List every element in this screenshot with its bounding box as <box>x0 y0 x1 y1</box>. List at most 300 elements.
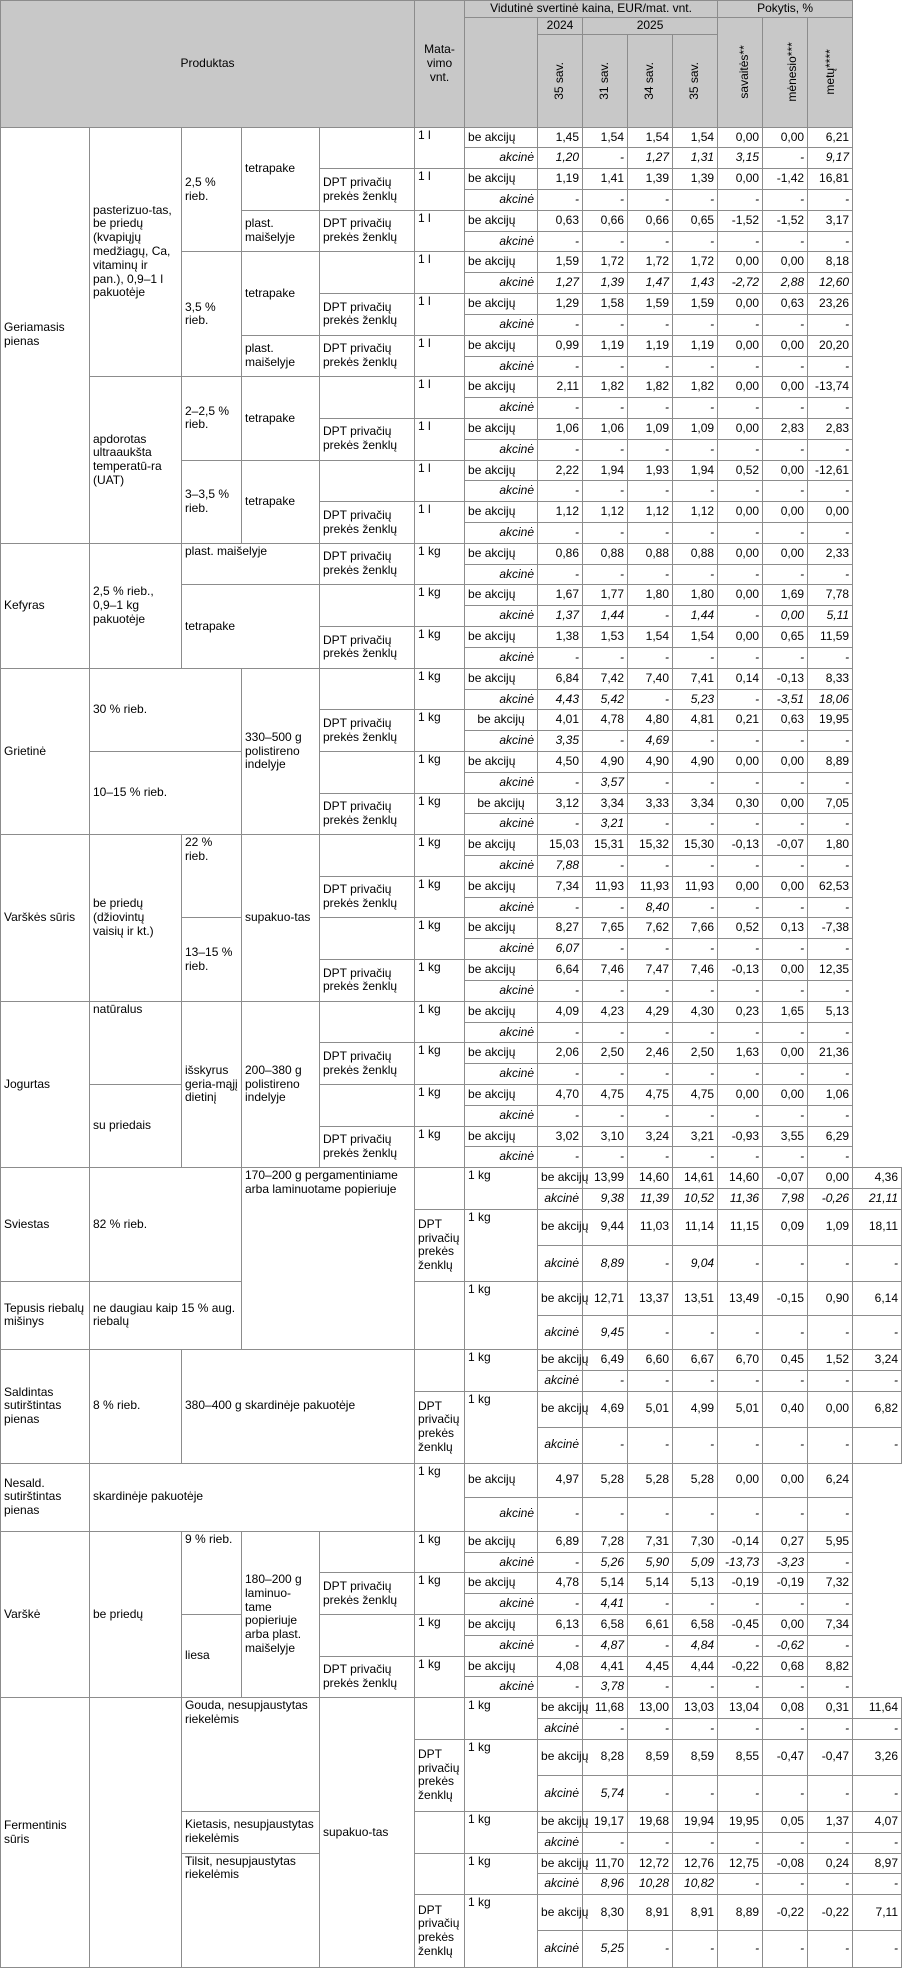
price-value: 4,69 <box>628 731 673 752</box>
price-value: 15,31 <box>583 835 628 856</box>
brand-cell: DPT privačių prekės ženklų <box>415 1739 465 1811</box>
price-value: 5,42 <box>583 689 628 710</box>
change-value: 0,00 <box>763 1084 808 1105</box>
brand-cell <box>320 127 415 169</box>
change-value: - <box>763 564 808 585</box>
change-value: - <box>718 1677 763 1698</box>
price-value: 8,91 <box>673 1895 718 1931</box>
price-value: - <box>628 1497 673 1531</box>
price-value: 8,30 <box>583 1895 628 1931</box>
change-value: 7,78 <box>808 585 853 606</box>
price-value: - <box>718 1245 763 1281</box>
brand-cell <box>320 1001 415 1043</box>
unit-cell: 1 l <box>415 335 465 377</box>
change-value: 0,00 <box>718 627 763 648</box>
unit-cell: 1 kg <box>415 960 465 1002</box>
brand-cell: DPT privačių prekės ženklų <box>320 793 415 835</box>
price-value: - <box>628 856 673 877</box>
change-value: 8,97 <box>853 1853 902 1874</box>
change-value: -0,26 <box>808 1189 853 1210</box>
price-value: 0,63 <box>538 210 583 231</box>
price-type-regular: be akcijų <box>465 1043 538 1064</box>
price-value: 0,88 <box>583 543 628 564</box>
package: plast. maišelyje <box>182 543 320 585</box>
table-row <box>1 1084 902 1105</box>
price-value: - <box>673 1594 718 1615</box>
price-value: - <box>628 1105 673 1126</box>
price-type-promo: akcinė <box>538 1874 583 1895</box>
brand-cell <box>320 668 415 710</box>
product-desc: Tilsit, nesupjaustytas riekelėmis <box>182 1853 320 1967</box>
price-value: 4,80 <box>628 710 673 731</box>
price-type-promo: akcinė <box>538 1832 583 1853</box>
price-type-regular: be akcijų <box>465 668 538 689</box>
fat-content: 2–2,5 % rieb. <box>182 377 242 460</box>
price-value: 1,06 <box>583 418 628 439</box>
price-value: 1,09 <box>673 418 718 439</box>
price-type-promo: akcinė <box>465 231 538 252</box>
price-value: - <box>583 731 628 752</box>
price-value: - <box>583 1370 628 1391</box>
change-value: 6,24 <box>808 1463 853 1497</box>
price-value: - <box>538 1497 583 1531</box>
change-value: -12,61 <box>808 460 853 481</box>
price-value: 5,28 <box>583 1463 628 1497</box>
unit-cell: 1 kg <box>465 1853 538 1895</box>
group-name: Geriamasis pienas <box>1 127 90 543</box>
change-value: 0,40 <box>763 1391 808 1427</box>
price-value: 7,46 <box>583 960 628 981</box>
price-value: - <box>538 231 583 252</box>
price-value: - <box>583 356 628 377</box>
price-type-promo: akcinė <box>465 1635 538 1656</box>
change-value: 0,00 <box>763 1043 808 1064</box>
price-value: - <box>538 398 583 419</box>
table-row <box>1 1281 902 1315</box>
price-value: - <box>628 1370 673 1391</box>
header-unit: Mata- vimo vnt. <box>415 1 465 128</box>
price-value: 4,81 <box>673 710 718 731</box>
price-value: 10,82 <box>673 1874 718 1895</box>
price-value: 8,96 <box>583 1874 628 1895</box>
change-value: 6,29 <box>808 1126 853 1147</box>
change-value: 7,05 <box>808 793 853 814</box>
price-value: 5,28 <box>673 1463 718 1497</box>
change-value: - <box>853 1245 902 1281</box>
change-value: - <box>763 1594 808 1615</box>
price-value: - <box>628 231 673 252</box>
brand-cell: DPT privačių prekės ženklų <box>320 210 415 252</box>
table-row <box>1 1698 902 1719</box>
price-value: 6,67 <box>673 1349 718 1370</box>
change-value: 0,21 <box>718 710 763 731</box>
price-type-regular: be akcijų <box>465 835 538 856</box>
price-value: - <box>673 1719 718 1740</box>
change-value: 5,95 <box>808 1531 853 1552</box>
price-value: - <box>628 814 673 835</box>
price-value: 8,27 <box>538 918 583 939</box>
change-value: -0,13 <box>718 835 763 856</box>
change-value: - <box>718 481 763 502</box>
price-type-promo: akcinė <box>465 356 538 377</box>
header-change-group: Pokytis, % <box>718 1 853 18</box>
change-value: 0,45 <box>763 1349 808 1370</box>
price-value: - <box>673 647 718 668</box>
price-value: - <box>673 814 718 835</box>
unit-cell: 1 kg <box>465 1895 538 1968</box>
table-row <box>1 1463 902 1497</box>
price-value: - <box>538 190 583 211</box>
group-name: Jogurtas <box>1 1001 90 1168</box>
package: 180–200 g laminuo-tame popieriuje arba plast. maišelyje <box>242 1531 320 1698</box>
price-type-regular: be akcijų <box>465 1656 538 1677</box>
change-value: - <box>808 439 853 460</box>
change-value: - <box>718 980 763 1001</box>
change-value: - <box>853 1931 902 1968</box>
price-value: 1,54 <box>673 627 718 648</box>
change-value: 0,00 <box>763 751 808 772</box>
package: tetrapake <box>242 127 320 210</box>
price-value: - <box>583 856 628 877</box>
package: plast. maišelyje <box>242 210 320 252</box>
price-value: - <box>673 1147 718 1168</box>
unit-cell: 1 kg <box>415 1656 465 1698</box>
price-type-regular: be akcijų <box>465 585 538 606</box>
change-value: - <box>808 356 853 377</box>
change-value: - <box>763 1931 808 1968</box>
price-value: - <box>538 1022 583 1043</box>
change-value: - <box>718 523 763 544</box>
price-value: - <box>673 1022 718 1043</box>
price-value: 15,32 <box>628 835 673 856</box>
price-value: 3,33 <box>628 793 673 814</box>
price-value: 1,72 <box>628 252 673 273</box>
change-value: -0,07 <box>763 1168 808 1189</box>
price-value: 5,01 <box>628 1391 673 1427</box>
price-value: 7,30 <box>673 1531 718 1552</box>
change-value: - <box>763 231 808 252</box>
price-type-promo: akcinė <box>538 1245 583 1281</box>
price-value: 19,94 <box>673 1811 718 1832</box>
brand-cell <box>320 460 415 502</box>
price-type-promo: akcinė <box>465 398 538 419</box>
price-value: - <box>718 1427 763 1463</box>
price-type-promo: akcinė <box>465 1594 538 1615</box>
change-value: - <box>763 1832 808 1853</box>
price-value: - <box>673 1427 718 1463</box>
fat-content: 82 % rieb. <box>90 1168 242 1282</box>
package: 170–200 g pergamentiniame arba laminuotame popieriuje <box>242 1168 415 1350</box>
price-value: 2,11 <box>538 377 583 398</box>
group-name: Fermentinis sūris <box>1 1698 90 1968</box>
price-value: 1,53 <box>583 627 628 648</box>
price-value: 19,68 <box>628 1811 673 1832</box>
unit-cell: 1 kg <box>465 1739 538 1811</box>
unit-cell: 1 l <box>415 294 465 336</box>
brand-cell <box>320 1531 415 1573</box>
price-type-regular: be akcijų <box>465 1126 538 1147</box>
price-value: - <box>538 897 583 918</box>
change-value: 7,32 <box>808 1573 853 1594</box>
change-value: -0,13 <box>718 960 763 981</box>
price-type-promo: akcinė <box>538 1189 583 1210</box>
price-value: - <box>628 939 673 960</box>
change-value: - <box>718 564 763 585</box>
change-value: 18,06 <box>808 689 853 710</box>
price-value: 1,59 <box>673 294 718 315</box>
brand-cell: DPT privačių prekės ženklų <box>320 1656 415 1698</box>
price-value: 1,94 <box>673 460 718 481</box>
change-value: - <box>763 1315 808 1349</box>
change-value: -13,74 <box>808 377 853 398</box>
brand-cell: DPT privačių prekės ženklų <box>320 876 415 918</box>
change-value: 0,00 <box>763 502 808 523</box>
price-value: - <box>673 481 718 502</box>
unit-cell: 1 l <box>415 460 465 502</box>
change-value: 0,00 <box>763 606 808 627</box>
change-value: - <box>763 1064 808 1085</box>
price-value: - <box>583 231 628 252</box>
change-value: 0,31 <box>808 1698 853 1719</box>
price-value: 5,74 <box>583 1775 628 1811</box>
price-value: - <box>718 1370 763 1391</box>
price-type-regular: be akcijų <box>465 1084 538 1105</box>
price-value: - <box>538 1594 583 1615</box>
package: skardinėje pakuotėje <box>90 1463 415 1531</box>
brand-cell <box>320 1084 415 1126</box>
price-value: 11,03 <box>628 1209 673 1245</box>
table-row <box>1 1168 902 1189</box>
brand-cell: DPT privačių prekės ženklų <box>415 1895 465 1968</box>
price-value: - <box>718 1931 763 1968</box>
price-type-regular: be akcijų <box>538 1391 583 1427</box>
change-value: 1,09 <box>808 1209 853 1245</box>
change-value: 7,34 <box>808 1614 853 1635</box>
price-value: - <box>538 814 583 835</box>
price-value: - <box>583 1719 628 1740</box>
change-value: 9,17 <box>808 148 853 169</box>
price-value: 6,58 <box>583 1614 628 1635</box>
brand-cell <box>320 751 415 793</box>
change-value: 0,00 <box>718 751 763 772</box>
change-value: 0,00 <box>718 335 763 356</box>
change-value: 0,90 <box>808 1281 853 1315</box>
price-type-promo: akcinė <box>465 939 538 960</box>
change-value: - <box>718 1594 763 1615</box>
change-value: 2,83 <box>808 418 853 439</box>
price-value: - <box>628 772 673 793</box>
price-value: 11,68 <box>583 1698 628 1719</box>
price-value: - <box>673 1497 718 1531</box>
price-type-promo: akcinė <box>538 1775 583 1811</box>
price-value: 1,06 <box>538 418 583 439</box>
change-value: 2,88 <box>763 273 808 294</box>
change-value: - <box>718 398 763 419</box>
price-type-promo: akcinė <box>465 1022 538 1043</box>
price-type-regular: be akcijų <box>538 1209 583 1245</box>
brand-cell: DPT privačių prekės ženklų <box>415 1209 465 1281</box>
change-value: 7,98 <box>763 1189 808 1210</box>
price-value: 4,23 <box>583 1001 628 1022</box>
price-value: 4,29 <box>628 1001 673 1022</box>
change-value: - <box>763 356 808 377</box>
price-value: - <box>538 439 583 460</box>
price-type-promo: akcinė <box>538 1931 583 1968</box>
change-value: - <box>718 1497 763 1531</box>
product-desc: ne daugiau kaip 15 % aug. riebalų <box>90 1281 242 1349</box>
price-value: - <box>538 1147 583 1168</box>
change-value: - <box>808 231 853 252</box>
price-value: - <box>538 356 583 377</box>
price-value: 13,03 <box>673 1698 718 1719</box>
price-value: 1,31 <box>673 148 718 169</box>
change-value: - <box>808 1022 853 1043</box>
group-name: Sviestas <box>1 1168 90 1282</box>
header-week-34: 34 sav. <box>628 34 673 127</box>
change-value: 1,52 <box>808 1349 853 1370</box>
change-value: -2,72 <box>718 273 763 294</box>
price-value: 4,75 <box>628 1084 673 1105</box>
change-value: - <box>808 1552 853 1573</box>
price-value: 10,28 <box>628 1874 673 1895</box>
price-type-promo: akcinė <box>465 481 538 502</box>
change-value: - <box>718 356 763 377</box>
price-value: 1,41 <box>583 169 628 190</box>
price-type-regular: be akcijų <box>465 1001 538 1022</box>
change-value: -13,73 <box>718 1552 763 1573</box>
price-value: 5,28 <box>628 1463 673 1497</box>
price-type-promo: akcinė <box>465 523 538 544</box>
change-value: 20,20 <box>808 335 853 356</box>
brand-cell <box>320 918 415 960</box>
price-value: 14,60 <box>628 1168 673 1189</box>
price-value: - <box>673 439 718 460</box>
price-value: - <box>628 1719 673 1740</box>
change-value: 1,06 <box>808 1084 853 1105</box>
price-value: - <box>673 1775 718 1811</box>
price-value: 0,88 <box>628 543 673 564</box>
price-value: 15,30 <box>673 835 718 856</box>
price-value: 1,45 <box>538 127 583 148</box>
price-type-regular: be akcijų <box>465 543 538 564</box>
change-value: 7,11 <box>853 1895 902 1931</box>
price-value: - <box>718 1874 763 1895</box>
change-value: 8,89 <box>808 751 853 772</box>
price-value: 11,39 <box>628 1189 673 1210</box>
change-value: - <box>763 772 808 793</box>
change-value: - <box>718 772 763 793</box>
price-value: 12,75 <box>718 1853 763 1874</box>
price-value: 8,91 <box>628 1895 673 1931</box>
price-value: 19,17 <box>583 1811 628 1832</box>
price-type-regular: be akcijų <box>465 127 538 148</box>
change-value: - <box>808 1315 853 1349</box>
price-value: 5,26 <box>583 1552 628 1573</box>
change-value: - <box>808 190 853 211</box>
price-value: 1,19 <box>673 335 718 356</box>
price-value: 1,54 <box>628 127 673 148</box>
brand-cell: DPT privačių prekės ženklų <box>320 627 415 669</box>
price-value: 9,04 <box>673 1245 718 1281</box>
price-type-promo: akcinė <box>465 439 538 460</box>
price-value: - <box>673 564 718 585</box>
unit-cell: 1 kg <box>415 627 465 669</box>
change-value: - <box>718 689 763 710</box>
price-value: - <box>583 439 628 460</box>
change-value: 21,11 <box>853 1189 902 1210</box>
price-value: - <box>583 1147 628 1168</box>
price-value: 1,80 <box>673 585 718 606</box>
price-value: 1,19 <box>628 335 673 356</box>
price-value: - <box>583 314 628 335</box>
price-value: - <box>673 897 718 918</box>
change-value: -0,22 <box>763 1895 808 1931</box>
price-value: 6,64 <box>538 960 583 981</box>
change-value: 0,00 <box>718 585 763 606</box>
change-value: 0,23 <box>718 1001 763 1022</box>
change-value: - <box>808 1427 853 1463</box>
fat-content: 13–15 % rieb. <box>182 918 242 1001</box>
change-value: - <box>763 1775 808 1811</box>
price-value: - <box>538 314 583 335</box>
change-value: 1,37 <box>808 1811 853 1832</box>
price-value: 1,43 <box>673 273 718 294</box>
change-value: - <box>763 1677 808 1698</box>
price-value: - <box>583 1427 628 1463</box>
price-type-regular: be akcijų <box>465 169 538 190</box>
unit-cell: 1 kg <box>415 585 465 627</box>
price-value: 3,35 <box>538 731 583 752</box>
price-value: - <box>673 1105 718 1126</box>
group-name: Saldintas sutirštintas pienas <box>1 1349 90 1463</box>
unit-cell: 1 l <box>415 169 465 211</box>
product-desc: natūralus <box>90 1001 182 1084</box>
price-type-promo: akcinė <box>465 1677 538 1698</box>
change-value: 2,33 <box>808 543 853 564</box>
price-value: 6,84 <box>538 668 583 689</box>
change-value: - <box>763 1245 808 1281</box>
price-type-promo: akcinė <box>465 1105 538 1126</box>
change-value: 0,00 <box>718 1084 763 1105</box>
change-value: - <box>763 1874 808 1895</box>
change-value: 19,95 <box>808 710 853 731</box>
group-name: Tepusis riebalų mišinys <box>1 1281 90 1349</box>
change-value: - <box>808 647 853 668</box>
brand-cell <box>320 252 415 294</box>
change-value: - <box>808 1147 853 1168</box>
unit-cell: 1 kg <box>415 751 465 793</box>
price-type-promo: akcinė <box>465 314 538 335</box>
price-value: - <box>628 398 673 419</box>
change-value: - <box>763 897 808 918</box>
change-value: 0,00 <box>718 252 763 273</box>
brand-cell <box>320 585 415 627</box>
change-value: 0,08 <box>763 1698 808 1719</box>
price-value: 1,19 <box>538 169 583 190</box>
price-value: 4,78 <box>538 1573 583 1594</box>
brand-cell <box>415 1853 465 1895</box>
price-value: 7,66 <box>673 918 718 939</box>
table-row <box>1 751 902 772</box>
price-value: 8,28 <box>583 1739 628 1775</box>
unit-cell: 1 kg <box>415 710 465 752</box>
price-value: 8,89 <box>583 1245 628 1281</box>
change-value: 23,26 <box>808 294 853 315</box>
price-value: 1,77 <box>583 585 628 606</box>
brand-cell <box>320 377 415 419</box>
change-value: - <box>763 1427 808 1463</box>
unit-cell: 1 kg <box>465 1698 538 1740</box>
